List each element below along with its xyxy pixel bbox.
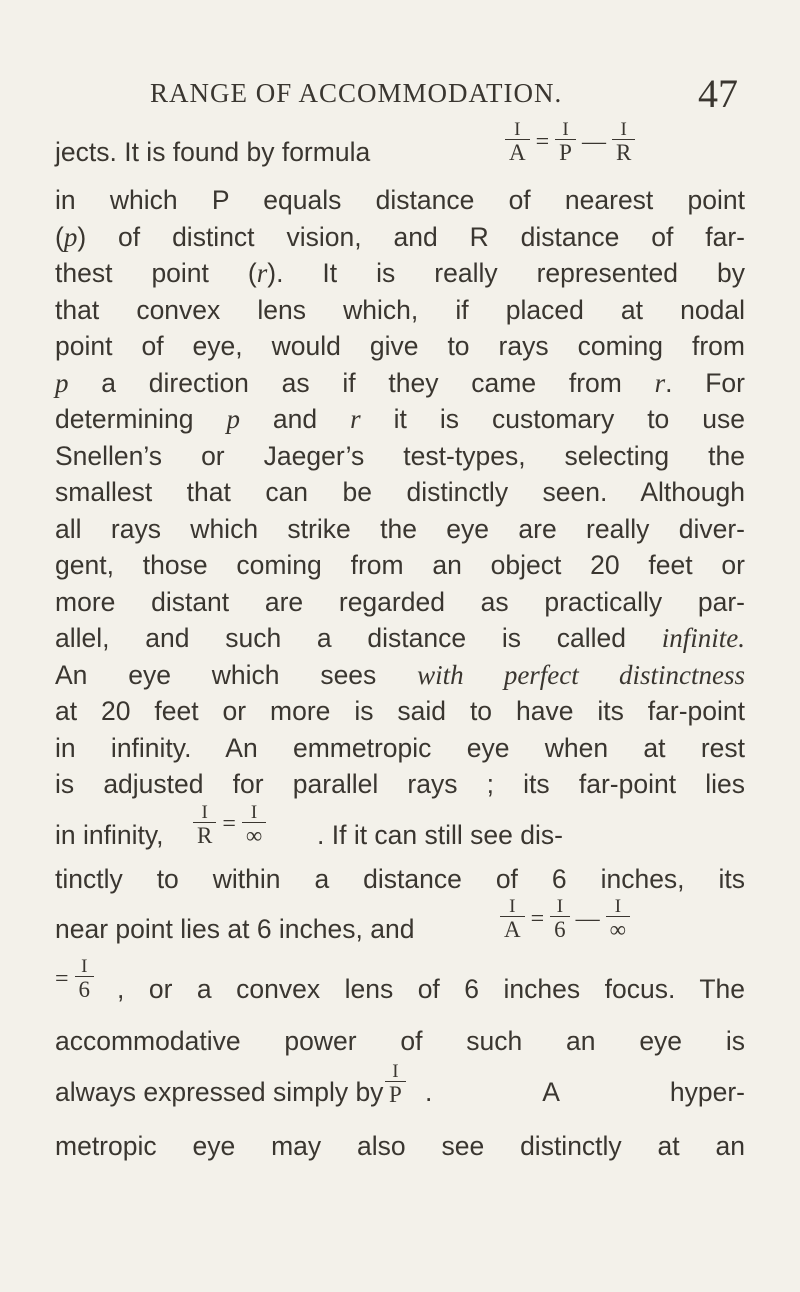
text-line: is adjusted for parallel rays ; its far-point lies (55, 769, 745, 799)
fraction: $\frac{I}{6}$ (550, 897, 570, 941)
formula-1: $\frac{I}{A}$ = $\frac{I}{P}$ — $\frac{I}{R}$ (505, 120, 635, 164)
text-line: more distant are regarded as practically par- (55, 586, 745, 617)
fraction: $\frac{I}{P}$ (555, 120, 576, 164)
text-line: in infinity. An emmetropic eye when at rest (55, 732, 745, 763)
text-line: = $\frac{I}{6}$ , or a convex lens of 6 inches focus. The (55, 956, 745, 1004)
text-line: always expressed simply by $\frac{I}{P}$ . A hyper- (55, 1060, 745, 1107)
fraction: $\frac{I}{\infty}$ (606, 897, 630, 941)
fraction: $\frac{I}{6}$ (75, 957, 95, 1001)
fraction: $\frac{I}{A}$ (500, 897, 525, 941)
formula-5 (385, 1062, 406, 1106)
text-line: in which P equals distance of nearest point (55, 185, 745, 215)
running-head: RANGE OF ACCOMMODATION. (150, 78, 563, 108)
text-line: accommodative power of such an eye is (55, 1026, 745, 1056)
text-line: tinctly to within a distance of 6 inches, its (55, 863, 745, 894)
text-line: all rays which strike the eye are really diver- (55, 513, 745, 544)
fraction: $\frac{I}{P}$ (385, 1062, 406, 1106)
text-line: determining p and r it is customary to use (55, 404, 745, 434)
text-line: in infinity, $\frac{I}{R}$ = $\frac{I}{\infty}$ . If it can still see dis- (55, 801, 563, 850)
fraction: $\frac{I}{R}$ (193, 803, 216, 847)
text-line: that convex lens which, if placed at nodal (55, 294, 745, 325)
text-line: p a direction as if they came from r. For (55, 367, 745, 398)
fraction: $\frac{I}{\infty}$ (242, 803, 266, 847)
page-number: 47 (698, 71, 738, 116)
body-text (55, 120, 745, 1164)
text-line: metropic eye may also see distinctly at an (55, 1130, 745, 1161)
text-line: Snellen’s or Jaeger’s test-types, selecting the (55, 440, 745, 471)
fraction: $\frac{I}{A}$ (505, 120, 530, 164)
text-line: jects. It is found by formula $\frac{I}{A}$ = $\frac{I}{P}$ — $\frac{I}{R}$ (55, 120, 745, 182)
fraction: $\frac{I}{R}$ (612, 120, 635, 164)
text-line: smallest that can be distinctly seen. Although (55, 477, 745, 507)
text-line: point of eye, would give to rays coming from (55, 331, 745, 361)
formula-3: $\frac{I}{A}$ = $\frac{I}{6}$ — $\frac{I}{\infty}$ (500, 897, 630, 941)
formula-2: $\frac{I}{R}$ = $\frac{I}{\infty}$ (193, 803, 266, 847)
text-line: at 20 feet or more is said to have its far-point (55, 696, 745, 726)
formula-4: = $\frac{I}{6}$ (55, 957, 94, 1001)
text-line: An eye which sees with perfect distinctness (55, 659, 745, 690)
text-line: (p) of distinct vision, and R distance of far- (55, 221, 745, 252)
text-line: gent, those coming from an object 20 feet or (55, 550, 745, 580)
page-header (0, 70, 800, 120)
text-line: allel, and such a distance is called infinite. (55, 623, 745, 653)
text-line: near point lies at 6 inches, and $\frac{I}{A}$ = $\frac{I}{6}$ — $\frac{I}{\infty}$ (55, 897, 745, 957)
text-line: thest point (r). It is really represented by (55, 258, 746, 288)
